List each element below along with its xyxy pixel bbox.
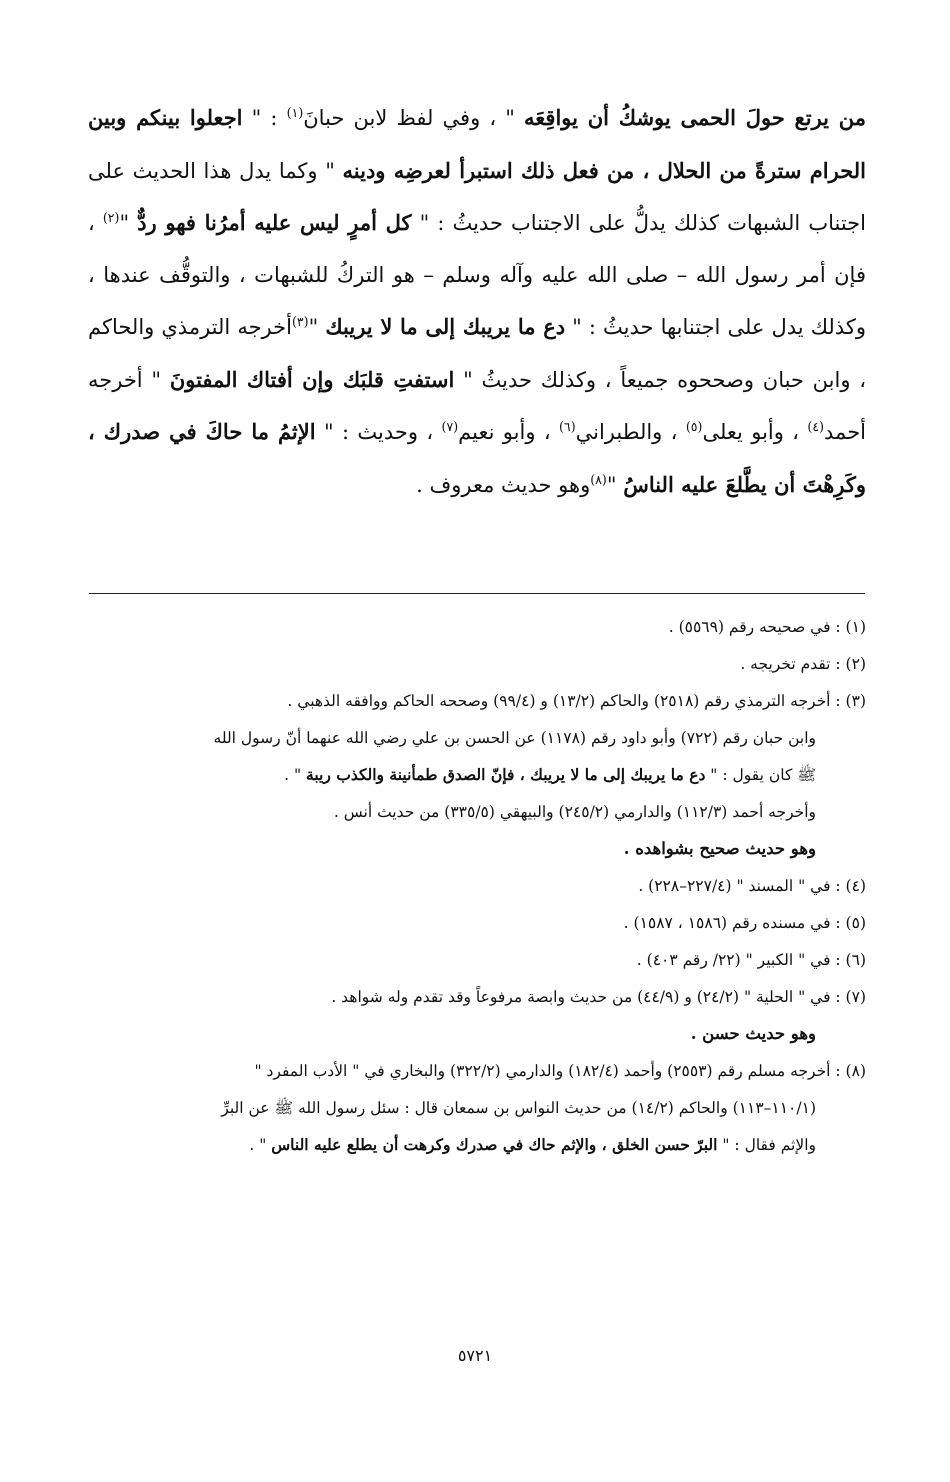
footnote-text: ﷺ كان يقول : "	[705, 766, 816, 784]
footnote-text: " .	[249, 1136, 272, 1154]
main-paragraph	[88, 92, 866, 511]
footnote-ref: (٥)	[685, 419, 703, 434]
footnote-8-line-3	[249, 1130, 816, 1160]
hadith-quote: البرّ حسن الخلق ، والإثم حاك في صدرك وكرهت أن يطلع عليه الناس	[271, 1135, 718, 1154]
paragraph-text: ، وأبو نعيم	[458, 420, 559, 444]
footnote-3-line-3	[284, 760, 816, 790]
footnote-ref: (٤)	[807, 419, 825, 434]
footnote-5: (٥) : في مسنده رقم (١٥٨٦ ، ١٥٨٧) .	[623, 914, 866, 932]
hadith-quote: اجعلوا بينكم وبين الحرام سترةً من الحلال ، من فعل ذلك استبرأ لعرضِه ودينه	[88, 105, 866, 183]
footnote-7-grading: وهو حديث حسن .	[690, 1024, 816, 1043]
footnote-ref: (٣)	[291, 314, 309, 329]
paragraph-text: " وكما يدل هذا الحديث على اجتناب الشبهات كذلك يدلُّ على الاجتناب حديثُ : "	[88, 158, 866, 235]
paragraph-text: ، والطبراني	[575, 420, 686, 444]
paragraph-text: "	[606, 472, 624, 497]
paragraph-text: "	[119, 211, 138, 235]
footnote-8-line-1: (٨) : أخرجه مسلم رقم (٢٥٥٣) وأحمد (١٨٢/٤) والدارمي (٣٢٢/٢) والبخاري في " الأدب المفرد "	[254, 1062, 866, 1080]
footnote-separator	[89, 593, 865, 594]
footnote-3-line-4: وأخرجه أحمد (١١٢/٣) والدارمي (٢٤٥/٢) والبيهقي (٣٣٥/٥) من حديث أنس .	[333, 803, 816, 821]
hadith-quote: من يرتع حولَ الحمى يوشكُ أن يواقِعَه	[524, 105, 867, 130]
footnote-2: (٢) : تقدم تخريجه .	[740, 655, 866, 673]
footnote-3-line-2: وابن حبان رقم (٧٢٢) وأبو داود رقم (١١٧٨) عن الحسن بن علي رضي الله عنهما أنّ رسول الله	[213, 729, 816, 747]
paragraph-text: "	[308, 315, 326, 339]
page-number: ٥٧٢١	[457, 1346, 493, 1365]
footnote-3-grading: وهو حديث صحيح بشواهده .	[623, 839, 816, 858]
hadith-quote: استفتِ قلبَك وإن أفتاك المفتونَ	[169, 366, 455, 392]
footnote-3-line-1: (٣) : أخرجه الترمذي رقم (٢٥١٨) والحاكم (١٣/٢) و (٩٩/٤) وصححه الحاكم ووافقه الذهبي .	[287, 692, 866, 710]
footnote-text: " .	[284, 766, 307, 784]
hadith-quote: الإثمُ ما حاكَ في صدرك ، وكَرِهْتَ أن يطَّلعَ عليه الناسُ	[88, 419, 866, 497]
paragraph-text: أخرجه الترمذي والحاكم ، وابن حبان وصححوه جميعاً ، وكذلك حديثُ "	[88, 315, 867, 392]
footnote-6: (٦) : في " الكبير " (٢٢/ رقم ٤٠٣) .	[636, 951, 866, 969]
footnote-8-line-2: (١١٠/١–١١٣) والحاكم (١٤/٢) من حديث النواس بن سمعان قال : سئل رسول الله ﷺ عن البرِّ	[221, 1099, 816, 1117]
footnote-ref: (٧)	[441, 419, 459, 434]
hadith-quote: كل أمرٍ ليس عليه أمرُنا فهو ردٌّ	[137, 210, 412, 235]
footnote-ref: (٦)	[559, 419, 576, 434]
footnote-1: (١) : في صحيحه رقم (٥٥٦٩) .	[668, 618, 866, 636]
footnote-text: والإثم فقال : "	[717, 1136, 816, 1154]
paragraph-text: ، فإن أمر رسول الله – صلى الله عليه وآله وسلم – هو التركُ للشبهات ، والتوقُّف عندها ، وكذلك يدل على اجتنابها حديثُ : "	[88, 211, 866, 339]
footnote-ref: (١)	[286, 105, 304, 120]
paragraph-text: وهو حديث معروف .	[416, 472, 591, 497]
footnote-7-line-1: (٧) : في " الحلية " (٢٤/٢) و (٤٤/٩) من حديث وابصة مرفوعاً وقد تقدم وله شواهد .	[331, 988, 866, 1006]
paragraph-text: ، وحديث : "	[315, 420, 442, 444]
hadith-quote: دع ما يريبك إلى ما لا يريبك ، فإنّ الصدق طمأنينة والكذب ريبة	[306, 765, 706, 784]
paragraph-text: " أخرجه أحمد	[88, 367, 867, 444]
hadith-quote: دع ما يريبك إلى ما لا يريبك	[325, 314, 566, 339]
paragraph-text: : "	[242, 106, 287, 130]
paragraph-text: " ، وفي لفظ لابن حبانَ	[303, 106, 525, 130]
paragraph-text: ، وأبو يعلى	[702, 420, 808, 444]
footnote-4: (٤) : في " المسند " (٢٢٧/٤–٢٢٨) .	[638, 877, 866, 895]
footnote-ref: (٨)	[590, 471, 607, 487]
footnote-ref: (٢)	[102, 210, 120, 225]
